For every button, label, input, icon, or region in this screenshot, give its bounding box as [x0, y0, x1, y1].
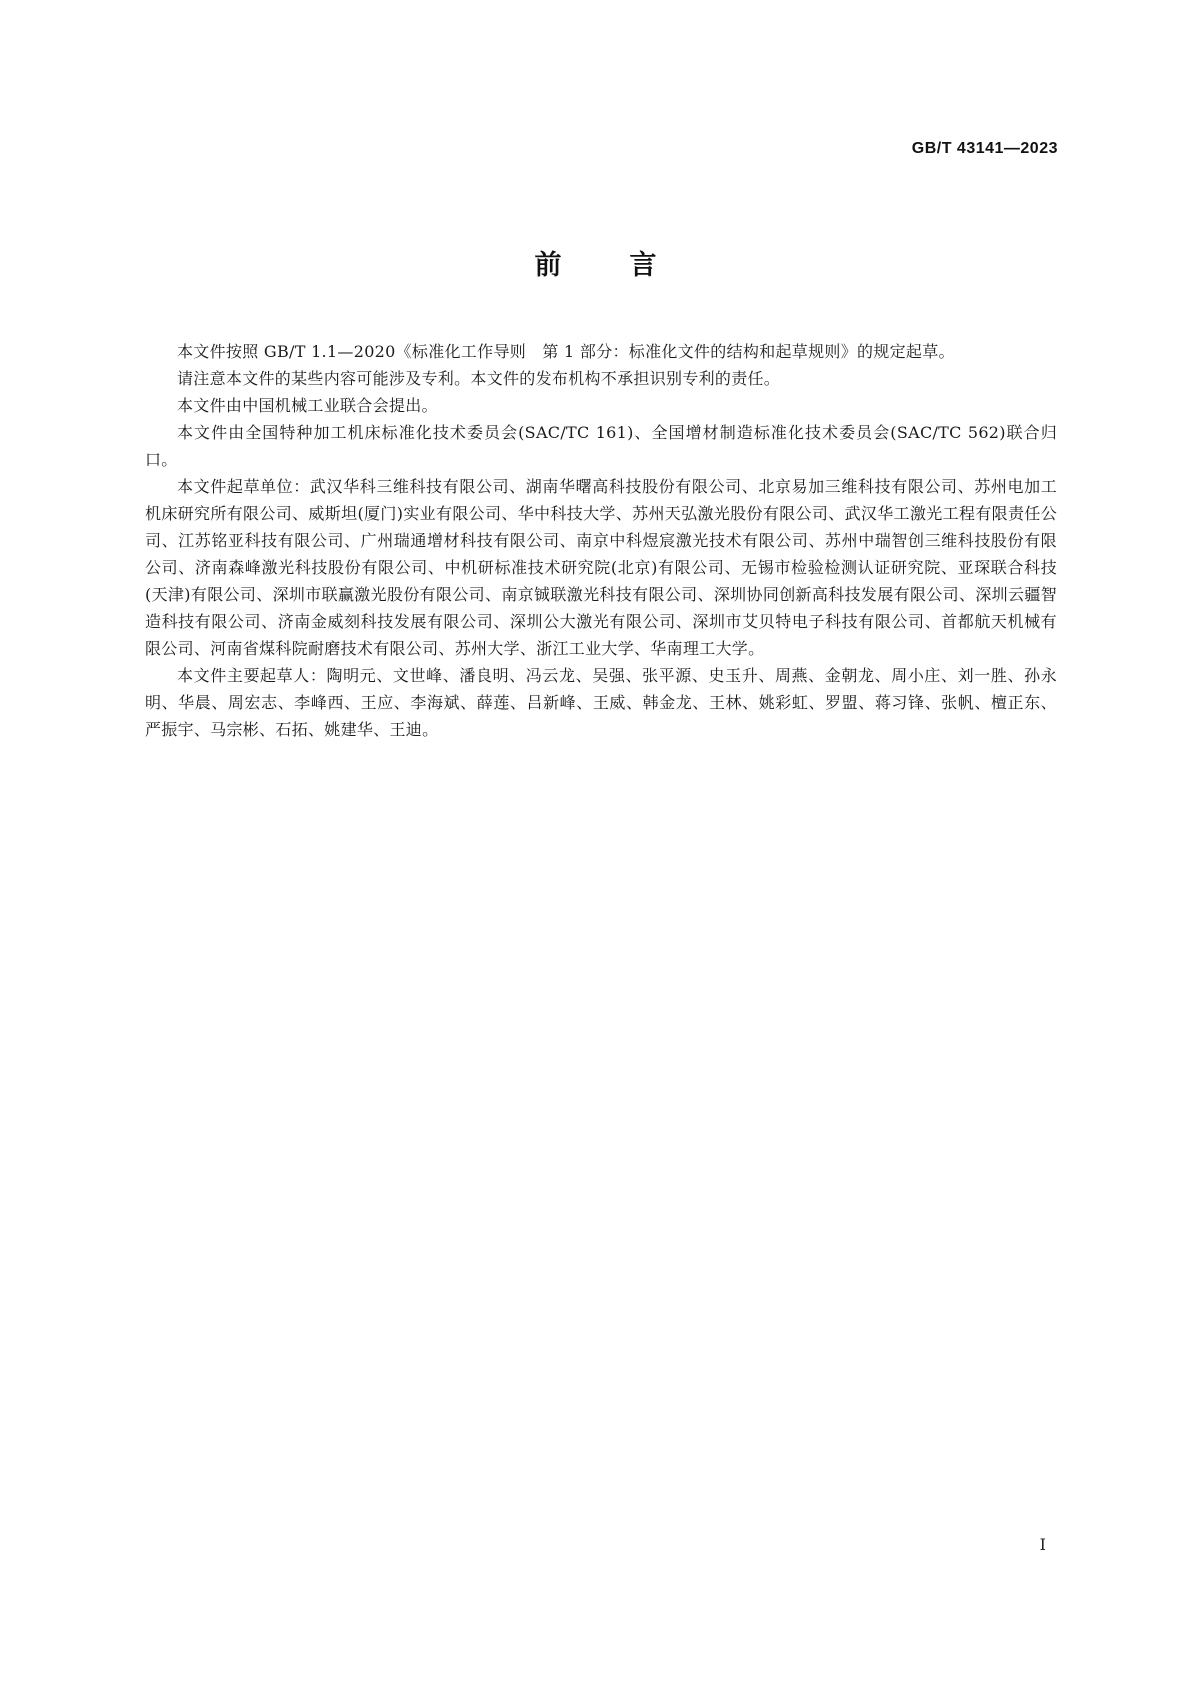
standard-number: GB/T 43141—2023: [911, 140, 1058, 157]
paragraph-drafting-units: 本文件起草单位：武汉华科三维科技有限公司、湖南华曙高科技股份有限公司、北京易加三维科技有限公司、苏州电加工机床研究所有限公司、威斯坦(厦门)实业有限公司、华中科技大学、苏州天弘激光股份有限公司、武汉华工激光工程有限责任公司、江苏铭亚科技有限公司、广州瑞通增材科技有限公司、南京中科煜宸激光技术有限公司、苏州中瑞智创三维科技股份有限公司、济南森峰激光科技股份有限公司、中机研标准技术研究院(北京)有限公司、无锡市检验检测认证研究院、亚琛联合科技(天津)有限公司、深圳市联赢激光股份有限公司、南京铖联激光科技有限公司、深圳协同创新高科技发展有限公司、深圳云疆智造科技有限公司、济南金威刻科技发展有限公司、深圳公大激光有限公司、深圳市艾贝特电子科技有限公司、首都航天机械有限公司、河南省煤科院耐磨技术有限公司、苏州大学、浙江工业大学、华南理工大学。: [145, 477, 1057, 658]
paragraph-committee: 本文件由全国特种加工机床标准化技术委员会(SAC/TC 161)、全国增材制造标准化技术委员会(SAC/TC 562)联合归口。: [145, 423, 1057, 469]
page-number: I: [1039, 1535, 1046, 1554]
paragraph-patent-notice: 请注意本文件的某些内容可能涉及专利。本文件的发布机构不承担识别专利的责任。: [177, 369, 781, 388]
paragraph-drafters: 本文件主要起草人：陶明元、文世峰、潘良明、冯云龙、吴强、张平源、史玉升、周燕、金朝龙、周小庄、刘一胜、孙永明、华晨、周宏志、李峰西、王应、李海斌、薛莲、吕新峰、王威、韩金龙、王林、姚彩虹、罗盟、蒋习锋、张帆、檀正东、严振宇、马宗彬、石拓、姚建华、王迪。: [145, 666, 1057, 739]
foreword-body: [145, 338, 1057, 743]
page-title: 前言: [534, 250, 725, 281]
paragraph-drafting-rules: 本文件按照 GB/T 1.1—2020《标准化工作导则 第 1 部分：标准化文件的结构和起草规则》的规定起草。: [177, 342, 955, 361]
paragraph-proposer: 本文件由中国机械工业联合会提出。: [177, 396, 438, 415]
